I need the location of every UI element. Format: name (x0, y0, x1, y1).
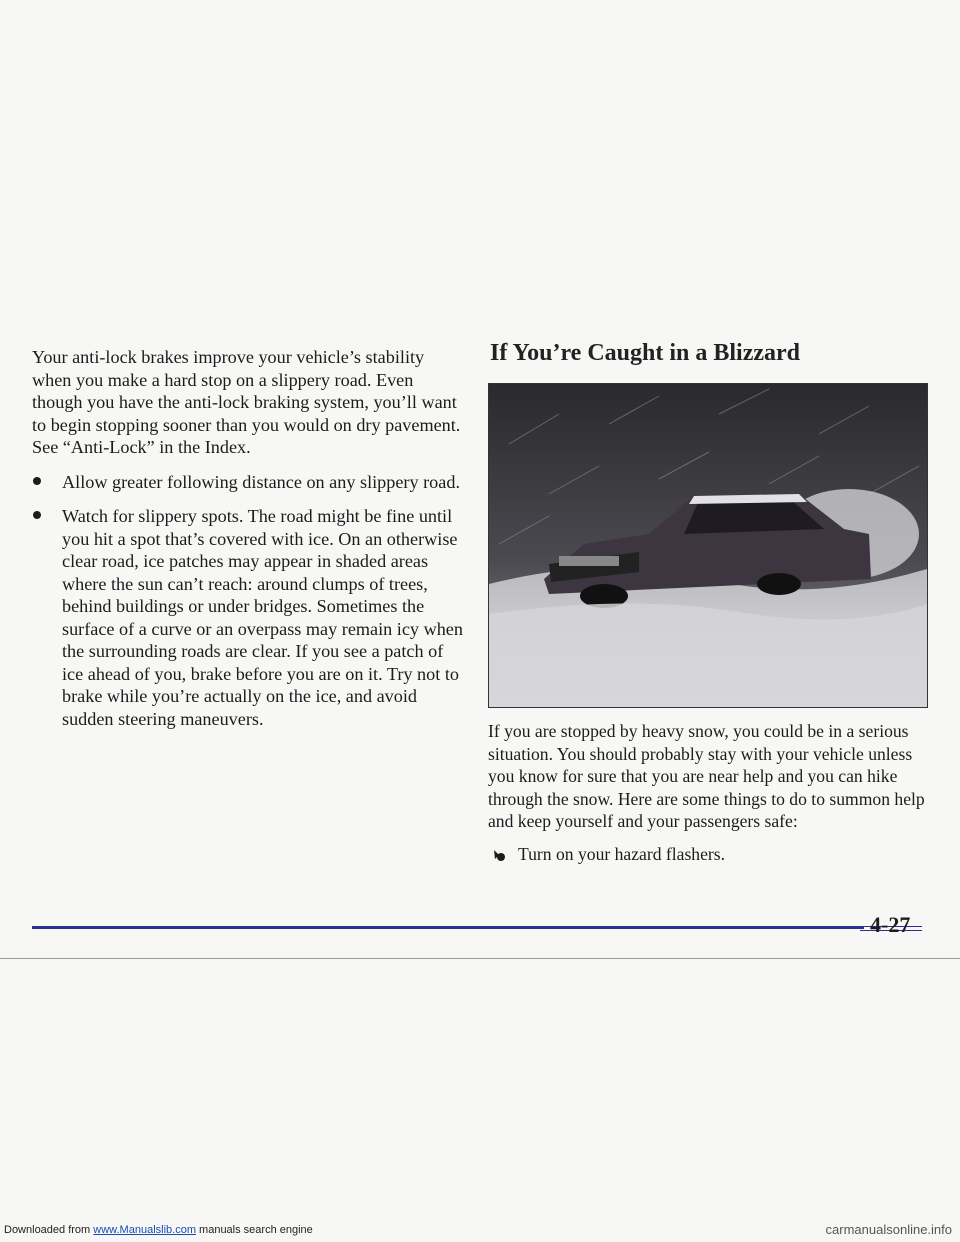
page-edge-divider (0, 958, 960, 959)
page-rule (32, 926, 864, 929)
intro-paragraph: Your anti-lock brakes improve your vehicle’s stability when you make a hard stop on a slippery road. Even though you have the anti-lock braking system, you’ll want to begin stopping sooner than you would on dry pavement. See “Anti-Lock” in the Index. (32, 347, 461, 457)
bullet-list (32, 471, 467, 731)
manualslib-link[interactable]: www.Manualslib.com (93, 1224, 196, 1236)
blizzard-paragraph: If you are stopped by heavy snow, you could be in a serious situation. You should probably stay with your vehicle unless you know for sure that you are near help and you can hike through the snow. Here are some things to do to summon help and keep yourself and your passengers safe: (488, 721, 925, 831)
watermark: carmanualsonline.info (825, 1222, 952, 1237)
bullet-item: Allow greater following distance on any slippery road. (32, 471, 467, 494)
bullet-dot-icon (33, 477, 41, 485)
right-column (488, 720, 928, 865)
bullet-dot-icon (33, 511, 41, 519)
bullet-item: Watch for slippery spots. The road might be fine until you hit a spot that’s covered with ice. On an otherwise clear road, ice patches may appear in shaded areas where the sun can’t reach: around clumps of trees, behind buildings or under bridges. Sometimes the surface of a curve or an overpass may remain icy when the surrounding roads are clear. If you see a patch of ice ahead of you, brake before you are on it. Try not to brake while you’re actually on the ice, and avoid sudden steering maneuvers. (32, 505, 467, 730)
download-footer: Downloaded from www.Manualslib.com manuals search engine (4, 1224, 313, 1236)
page-number: 4-27 (870, 912, 911, 937)
left-column (32, 346, 467, 742)
warning-item: Turn on your hazard flashers. (488, 843, 928, 866)
blizzard-car-illustration (488, 383, 928, 708)
section-heading: If You’re Caught in a Blizzard (490, 340, 801, 366)
hazard-bullet-icon (492, 847, 508, 863)
